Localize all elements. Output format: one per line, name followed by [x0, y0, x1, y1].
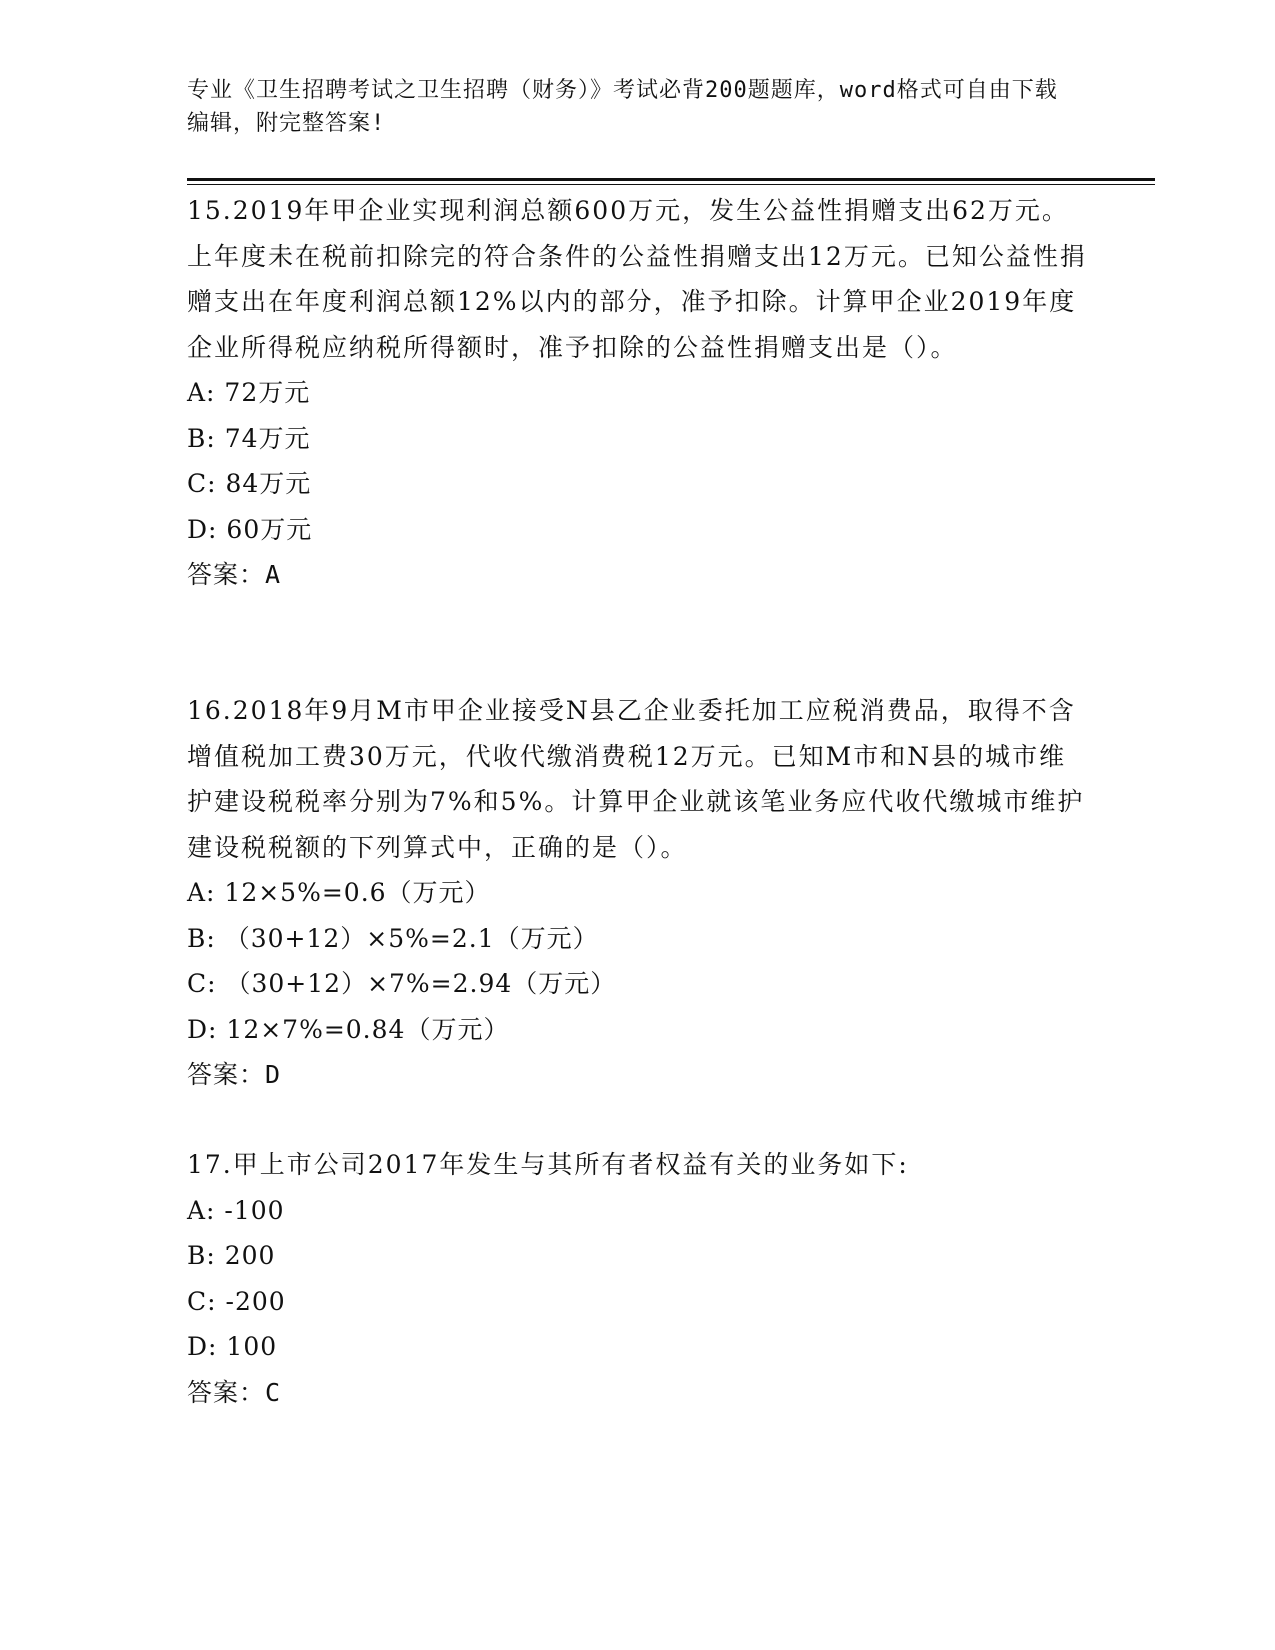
option-d: D: 100 [187, 1332, 278, 1361]
option-b: B: 74万元 [187, 423, 311, 453]
question-16 [187, 688, 1087, 1098]
option-b: B: （30+12）×5%=2.1（万元） [187, 923, 599, 953]
answer-line: 答案：A [187, 560, 282, 589]
option-c: C: （30+12）×7%=2.94（万元） [187, 969, 617, 998]
option-a: A: -100 [187, 1195, 285, 1225]
question-text: 16.2018年9月M市甲企业接受N县乙企业委托加工应税消费品，取得不含增值税加工费30万元，代收代缴消费税12万元。已知M市和N县的城市维护建设税税率分别为7%和5%。计算甲企业就该笔业务应代收代缴城市维护建设税税额的下列算式中，正确的是（）。 [187, 696, 1085, 862]
document-header: 专业《卫生招聘考试之卫生招聘（财务）》考试必背200题题库，word格式可自由下载编辑，附完整答案! [187, 78, 1058, 136]
question-15 [187, 188, 1087, 598]
option-d: D: 60万元 [187, 514, 313, 544]
header-divider-thin [187, 184, 1155, 185]
question-text: 15.2019年甲企业实现利润总额600万元，发生公益性捐赠支出62万元。上年度未在税前扣除完的符合条件的公益性捐赠支出12万元。已知公益性捐赠支出在年度利润总额12%以内的部分，准予扣除。计算甲企业2019年度企业所得税应纳税所得额时，准予扣除的公益性捐赠支出是（）。 [187, 196, 1087, 362]
option-a: A: 72万元 [187, 378, 311, 407]
option-list [187, 1188, 1087, 1370]
answer-line: 答案：C [187, 1377, 282, 1407]
option-d: D: 12×7%=0.84（万元） [187, 1014, 510, 1044]
header-divider-thick [187, 178, 1155, 181]
answer-line: 答案：D [187, 1060, 282, 1089]
option-b: B: 200 [187, 1241, 276, 1270]
question-17 [187, 1142, 1087, 1415]
option-list [187, 370, 1087, 552]
option-list [187, 870, 1087, 1052]
question-text: 17.甲上市公司2017年发生与其所有者权益有关的业务如下: [187, 1150, 909, 1179]
option-c: C: 84万元 [187, 469, 312, 498]
option-a: A: 12×5%=0.6（万元） [187, 878, 491, 907]
option-c: C: -200 [187, 1286, 286, 1316]
